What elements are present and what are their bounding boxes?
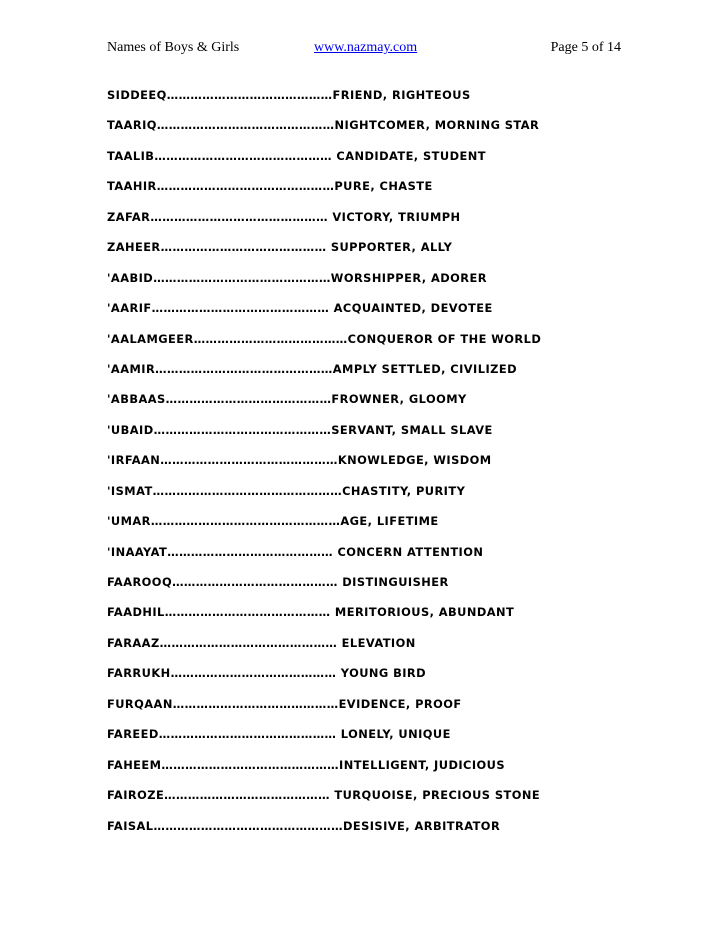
name-entry: 'UMAR…………………………………………AGE, LIFETIME xyxy=(107,514,439,529)
name-entry: 'IRFAAN………………………………………KNOWLEDGE, WISDOM xyxy=(107,453,492,468)
name-entry: TAAHIR………………………………………PURE, CHASTE xyxy=(107,179,433,194)
name-entry: FAISAL…………………………………………DESISIVE, ARBITRATOR xyxy=(107,818,501,833)
page-number: Page 5 of 14 xyxy=(550,40,621,55)
name-entry: 'INAAYAT…………………………………… CONCERN ATTENTION xyxy=(107,544,484,559)
name-entry: ZAHEER…………………………………… SUPPORTER, ALLY xyxy=(107,240,453,255)
name-entry: 'AARIF……………………………………… ACQUAINTED, DEVOTEE xyxy=(107,301,493,316)
name-entry: FAREED……………………………………… LONELY, UNIQUE xyxy=(107,727,451,742)
name-entry: 'AAMIR………………………………………AMPLY SETTLED, CIVILIZED xyxy=(107,361,517,376)
name-entry: FARRUKH…………………………………… YOUNG BIRD xyxy=(107,666,427,681)
website-link[interactable]: www.nazmay.com xyxy=(314,40,418,55)
name-entry: 'UBAID………………………………………SERVANT, SMALL SLAVE xyxy=(107,422,493,437)
name-entry: FARAAZ……………………………………… ELEVATION xyxy=(107,635,416,650)
name-entry: SIDDEEQ……………………………………FRIEND, RIGHTEOUS xyxy=(107,88,471,102)
name-entry: FAHEEM………………………………………INTELLIGENT, JUDICIOUS xyxy=(107,757,506,772)
name-entry: ZAFAR……………………………………… VICTORY, TRIUMPH xyxy=(107,209,461,224)
name-entry: TAALIB……………………………………… CANDIDATE, STUDENT xyxy=(107,148,486,163)
header-title: Names of Boys & Girls xyxy=(107,40,240,55)
name-entry: FAAROOQ…………………………………… DISTINGUISHER xyxy=(107,575,449,589)
name-entry: 'ISMAT…………………………………………CHASTITY, PURITY xyxy=(107,483,466,498)
name-entry: FAADHIL…………………………………… MERITORIOUS, ABUNDANT xyxy=(107,605,515,620)
name-entry: 'ABBAAS……………………………………FROWNER, GLOOMY xyxy=(107,392,467,407)
name-entry: 'AALAMGEER…………………………………CONQUEROR OF THE WORLD xyxy=(107,331,542,346)
page-header xyxy=(107,40,621,60)
name-entry: FAIROZE…………………………………… TURQUOISE, PRECIOUS STONE xyxy=(107,788,541,803)
name-entry: FURQAAN……………………………………EVIDENCE, PROOF xyxy=(107,696,462,711)
name-entry: 'AABID………………………………………WORSHIPPER, ADORER xyxy=(107,270,487,285)
name-entry: TAARIQ………………………………………NIGHTCOMER, MORNING STAR xyxy=(107,118,540,133)
name-list xyxy=(107,87,667,848)
